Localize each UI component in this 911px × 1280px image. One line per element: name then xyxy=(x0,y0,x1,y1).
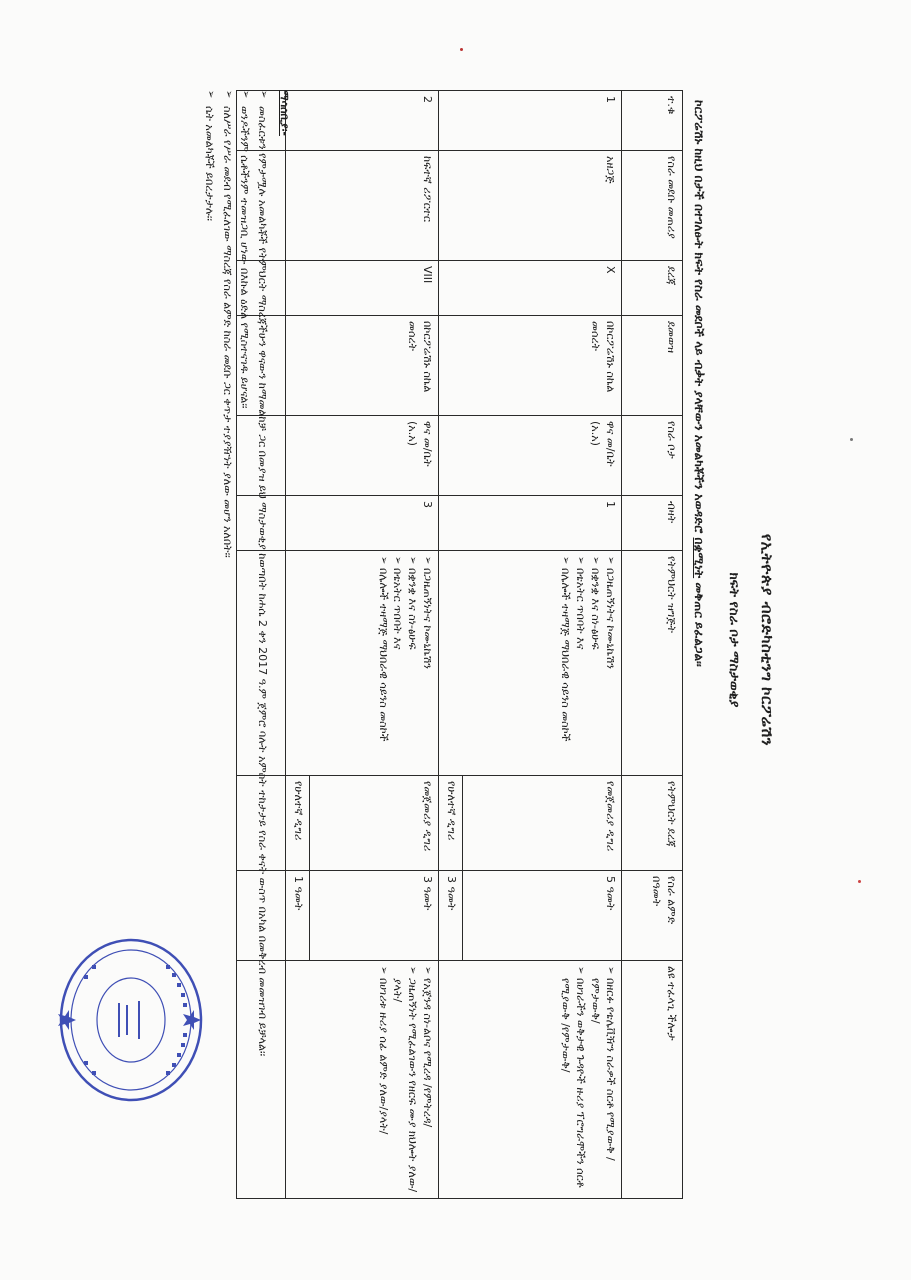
experience-years: 3 ዓመት xyxy=(310,871,439,961)
header-cell: የትምህርት ደረጃ xyxy=(622,776,683,871)
job-location: ዋና መ/ቤት (አ.አ) xyxy=(286,416,439,496)
header-cell: ልዩ ተፈላጊ ችሎታ xyxy=(622,961,683,1199)
experience-years: 1 ዓመት xyxy=(286,871,310,961)
skill-item: ➢ በሀገራችን ወቅታዊ ጉዳዮች ዙሪያ ፕሮግራሞችን ሰርቶ የሚያውቅ /የምታውቅ/ xyxy=(558,966,588,1193)
vacancy-table xyxy=(236,90,683,1199)
education-item: ➢ በቋንቋ እና ስነ-ፅሁፍ xyxy=(587,556,602,770)
education-item: ➢ በጋዜጠኝነትና ኮሙኒኬሽን xyxy=(602,556,617,770)
job-grade: X xyxy=(439,261,622,316)
note-item: ➢ ሴት አመልካቾች ይበረታታሉ፡፡ xyxy=(201,90,219,1200)
row-number: 1 xyxy=(439,91,622,151)
education-item: ➢ በቴአትር ጥበባት እና xyxy=(572,556,587,770)
job-skills xyxy=(439,961,622,1199)
intro-main: ኮርፖሬሽኑ ከዚህ በታች በተገለፁት ክፍት የስራ መደቦች ላይ ብቃት ያላቸውን አመልካቾችን አወዳድሮ xyxy=(692,100,706,534)
header-cell: ደረጃ xyxy=(622,261,683,316)
education-item: ➢ በጋዜጠኝነትና ኮሙኒኬሽን xyxy=(419,556,434,770)
header-cell: የትምህርት ዝግጅት xyxy=(622,551,683,776)
header-cell: ደመወዝ xyxy=(622,316,683,416)
note-item: ➢ መስፈርቱን የምታሟሉ አመልካቾች የትምህርት ማስረጃችሁን ዋናውን ከማመልከቻ ጋር በመያዝ ይህ ማስታወቂያ ከወጣበት ከሐሴ 2 ቀን 2017 ዓ.ም ጀምሮ ባሉት አምስት ተከታታይ የስራ ቀናት ውስጥ በአካል በመቅረብ መመዝገብ ይቻላል፡፡ xyxy=(253,90,271,1200)
table-row xyxy=(310,91,439,1199)
skill-item: ➢ በዘርፉ የቴሌቪዥን ስራዎች ስርቶ የሚያውቅ /የምታውቅ/ xyxy=(587,966,617,1193)
table-header-row xyxy=(622,91,683,1199)
education-item: ➢ በሌሎች ተዛማጅ ማህበራዊ ሳይንስ መስኮች xyxy=(375,556,390,770)
header-cell: የስራ መደቡ መጠሪያ xyxy=(622,151,683,261)
education-level: የመጀመሪያ ዲግሪ xyxy=(463,776,622,871)
header-cell: ብዛት xyxy=(622,496,683,551)
intro-end: መቅጠር ይፈልጋል፡፡ xyxy=(692,582,706,667)
notes-heading: ማሳሰቢያ፡- xyxy=(278,90,291,136)
job-location: ዋና መ/ቤት (አ.አ) xyxy=(439,416,622,496)
education-item: ➢ በቴአትር ጥበባት እና xyxy=(390,556,405,770)
job-education xyxy=(439,551,622,776)
job-education xyxy=(286,551,439,776)
job-title: አዘጋጅ xyxy=(439,151,622,261)
education-level: የመጀመሪያ ዲግሪ xyxy=(310,776,439,871)
job-count: 3 xyxy=(286,496,439,551)
header-cell: ተ.ቁ xyxy=(622,91,683,151)
experience-years: 3 ዓመት xyxy=(439,871,463,961)
education-item: ➢ በቋንቋ እና ስነ-ፅሁፍ xyxy=(404,556,419,770)
education-item: ➢ በሌሎች ተዛማጅ ማህበራዊ ሳይንስ መስኮች xyxy=(558,556,573,770)
education-level: የሁለተኛ ዲግሪ xyxy=(439,776,463,871)
skill-item: ➢ ጋዜጠኝነት የሚፈልገውን የዘርፍ ሙያ ክህሎት ያለው/ያላት/ xyxy=(390,966,420,1193)
job-salary: በኮርፖሬሽኑ ስኬል መሰረት xyxy=(286,316,439,416)
job-skills xyxy=(286,961,439,1199)
note-item: ➢ ወንዶችንም ሴቶችንም ተመዝጋቢ ሆነው በእኩል ዕድል የሚስተናገዱ ይሆናል፡፡ xyxy=(236,90,254,1200)
education-level: የሁለተኛ ዲግሪ xyxy=(286,776,310,871)
header-cell: የስራ ልምድ በዓመት xyxy=(622,871,683,961)
skill-item: ➢ በሀገሪቱ ዙሪያ ሰፊ ልምድ ያለው/ያላት/ xyxy=(375,966,390,1193)
job-title: ከፍተኛ ሪፖርተር xyxy=(286,151,439,261)
header-cell: የስራ ቦታ xyxy=(622,416,683,496)
notes-list xyxy=(201,90,271,1200)
row-number: 2 xyxy=(286,91,439,151)
skill-item: ➢ የአጀንዳ ስነ-ልቦና የሚረዳ /የምትረዳ/ xyxy=(419,966,434,1193)
document-title: የኢትዮጵያ ብሮድካስቲንግ ኮርፖሬሽን xyxy=(758,533,776,747)
experience-years: 5 ዓመት xyxy=(463,871,622,961)
note-item: ➢ ስለሥራ የሥራ መደብ የሚፈለገው ማስረጃ የስራ ልምድ ከስራ መደቡ ጋር ቀጥታ ተያያዥነት ያለው መሆን አለበት፡፡ xyxy=(218,90,236,1200)
intro-underlined: በቋሚነት xyxy=(692,537,706,579)
job-salary: በኮርፖሬሽኑ ስኬል መሰረት xyxy=(439,316,622,416)
table-row xyxy=(463,91,622,1199)
intro-text xyxy=(691,100,706,1200)
job-count: 1 xyxy=(439,496,622,551)
job-grade: VIII xyxy=(286,261,439,316)
document-subtitle: ክፍት የስራ ቦታ ማስታወቂያ xyxy=(726,572,741,708)
official-stamp-icon xyxy=(56,935,206,1105)
